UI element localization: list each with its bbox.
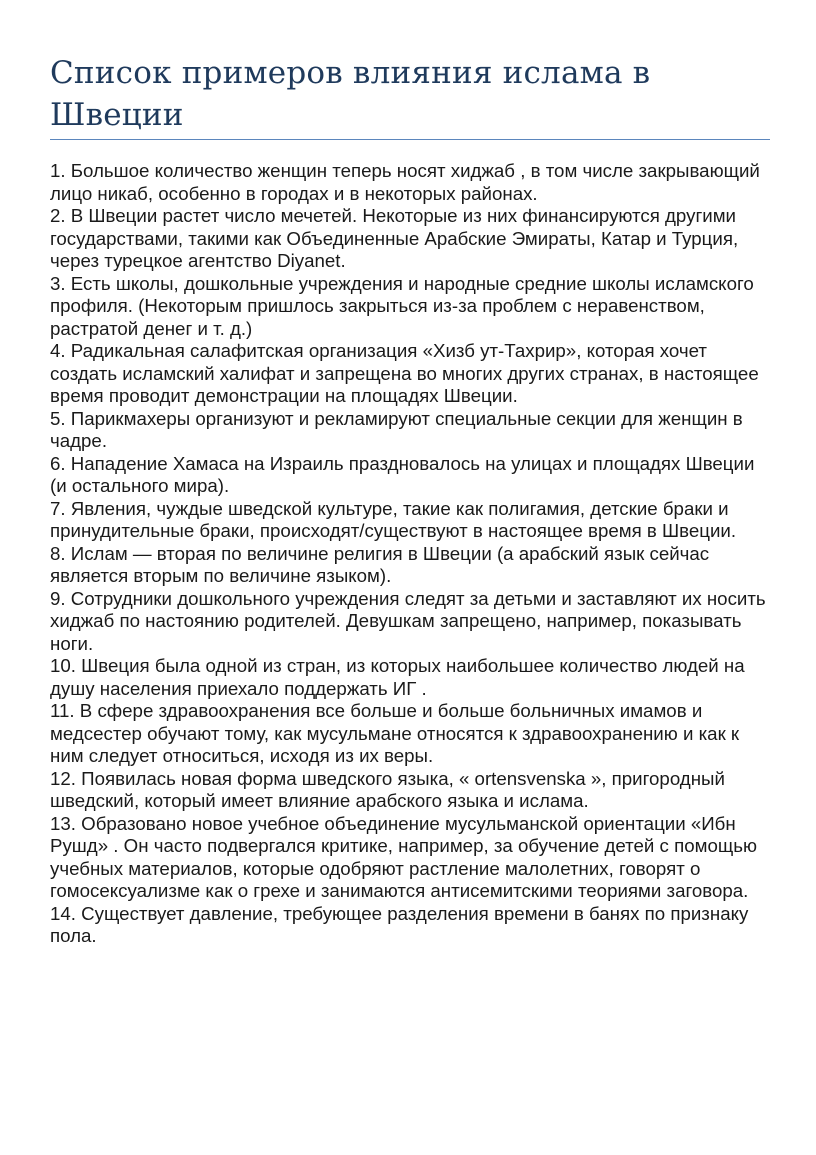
- list-item-14: 14. Существует давление, требующее разделения времени в банях по признаку пола.: [50, 902, 749, 946]
- list-item-12: 12. Появилась новая форма шведского языка, « ortensvenska », пригородный шведский, который имеет влияние арабского языка и ислама.: [50, 767, 725, 811]
- list-item-9: 9. Сотрудники дошкольного учреждения следят за детьми и заставляют их носить хиджаб по настоянию родителей. Девушкам запрещено, например, показывать ноги.: [50, 587, 766, 654]
- list-item-11: 11. В сфере здравоохранения все больше и больше больничных имамов и медсестер обучают тому, как мусульмане относятся к здравоохранению и как к ним следует относиться, исходя из их веры.: [50, 700, 740, 766]
- page-title: Список примеров влияния ислама в Швеции: [50, 55, 651, 133]
- list-item-2: 2. В Швеции растет число мечетей. Некоторые из них финансируются другими государствами, такими как Объединенные Арабские Эмираты, Катар и Турция, через турецкое агентство Diyanet.: [50, 205, 739, 271]
- list-item-8: 8. Ислам — вторая по величине религия в Швеции (а арабский язык сейчас является вторым по величине языком).: [50, 542, 710, 586]
- list-item-1: 1. Большое количество женщин теперь носят хиджаб , в том числе закрывающий лицо никаб, особенно в городах и в некоторых районах.: [50, 160, 760, 204]
- list-item-7: 7. Явления, чуждые шведской культуре, такие как полигамия, детские браки и принудительные браки, происходят/существуют в настоящее время в Швеции.: [50, 497, 737, 541]
- list-item-10: 10. Швеция была одной из стран, из которых наибольшее количество людей на душу населения приехало поддержать ИГ .: [50, 655, 745, 699]
- list-item-3: 3. Есть школы, дошкольные учреждения и народные средние школы исламского профиля. (Некоторым пришлось закрыться из-за проблем с неравенством, растратой денег и т. д.): [50, 272, 754, 339]
- list-item-4: 4. Радикальная салафитская организация «Хизб ут-Тахрир», которая хочет создать исламский халифат и запрещена во многих других странах, в настоящее время проводит демонстрации на площадях Швеции.: [50, 340, 759, 406]
- list-item-13: 13. Образовано новое учебное объединение мусульманской ориентации «Ибн Рушд» . Он часто подвергался критике, например, за обучение детей с помощью учебных материалов, которые одобряют растление малолетних, говорят о гомосексуализме как о грехе и занимаются антисемитскими теориями заговора.: [50, 812, 757, 901]
- list-item-5: 5. Парикмахеры организуют и рекламируют специальные секции для женщин в чадре.: [50, 407, 743, 451]
- list-item-6: 6. Нападение Хамаса на Израиль праздновалось на улицах и площадях Швеции (и остального мира).: [50, 452, 755, 496]
- examples-list: [50, 160, 774, 948]
- title-divider: [50, 139, 770, 140]
